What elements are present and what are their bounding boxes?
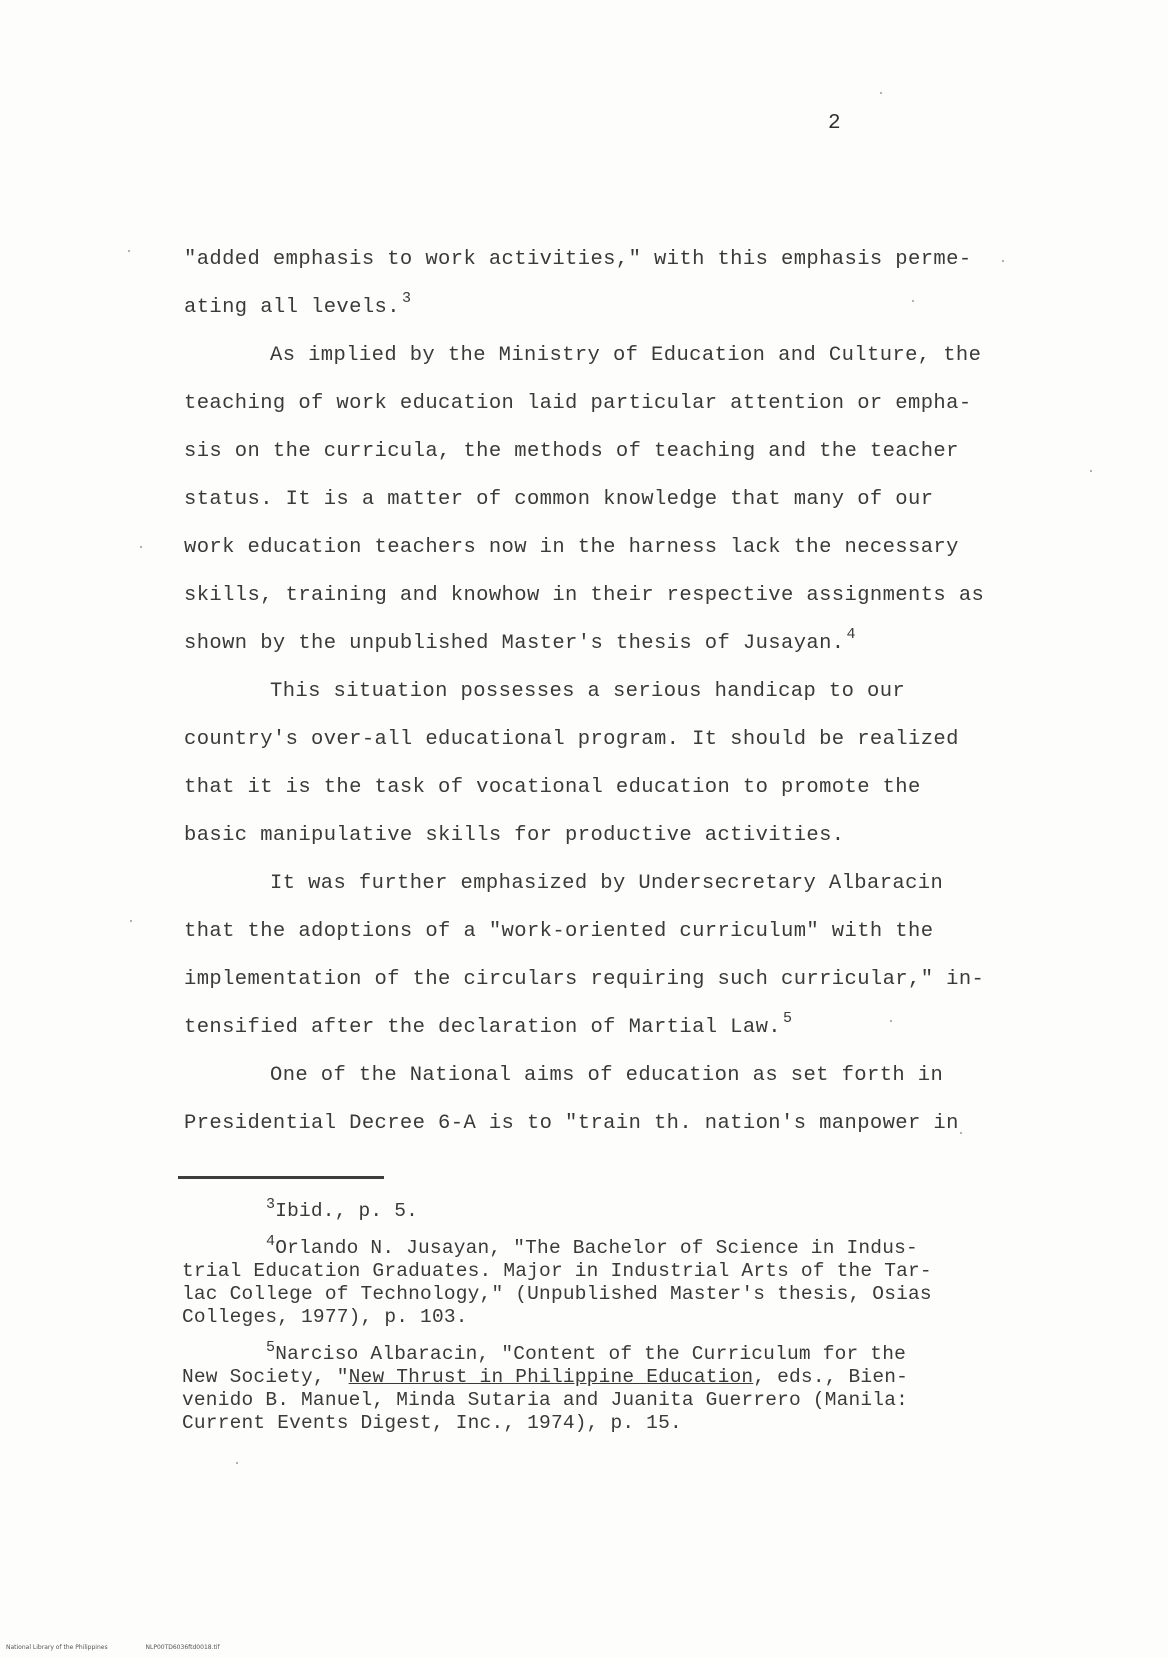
scan-speck <box>960 1132 962 1134</box>
body-line <box>184 572 984 620</box>
body-line <box>184 620 984 668</box>
footnote-text: , eds., Bien- <box>753 1366 909 1388</box>
scan-footer <box>6 1644 256 1651</box>
footnote-reference: 4 <box>846 626 856 643</box>
body-line <box>184 524 984 572</box>
body-line-text: basic manipulative skills for productive activities. <box>184 824 845 847</box>
body-line <box>184 668 984 716</box>
body-line <box>184 476 984 524</box>
scan-speck <box>128 250 130 252</box>
footnote-4 <box>182 1233 1002 1329</box>
body-line-text: ating all levels. <box>184 296 400 319</box>
body-line <box>184 1100 984 1148</box>
body-line <box>184 380 984 428</box>
body-line <box>184 812 984 860</box>
body-line-text: status. It is a matter of common knowledge that many of our <box>184 488 934 511</box>
scan-speck <box>130 920 132 922</box>
footnote-text: Orlando N. Jusayan, "The Bachelor of Science in Indus- <box>275 1237 918 1259</box>
footnote-text: Ibid., p. 5. <box>275 1200 419 1222</box>
body-line-text: skills, training and knowhow in their respective assignments as <box>184 584 985 607</box>
scan-speck <box>1090 470 1092 472</box>
body-line-text: As implied by the Ministry of Education and Culture, the <box>270 344 982 367</box>
footnote-mark: 5 <box>266 1339 276 1356</box>
footnote-text: Colleges, 1977), p. 103. <box>182 1306 468 1328</box>
body-line-text: shown by the unpublished Master's thesis of Jusayan. <box>184 632 845 655</box>
footnote-mark: 4 <box>266 1233 276 1250</box>
footnote-reference: 3 <box>401 290 412 307</box>
body-line-text: This situation possesses a serious handicap to our <box>270 680 906 703</box>
body-line <box>184 428 984 476</box>
body-line-text: that the adoptions of a "work-oriented curriculum" with the <box>184 920 934 943</box>
footnote-mark: 3 <box>266 1196 276 1213</box>
body-line <box>184 908 984 956</box>
body-line <box>184 716 984 764</box>
body-line-text: implementation of the circulars requiring such curricular," in- <box>184 968 985 991</box>
footnote-5 <box>182 1339 1002 1435</box>
body-line <box>184 332 984 380</box>
footnote-separator <box>178 1176 384 1179</box>
body-line-text: It was further emphasized by Undersecretary Albaracin <box>270 872 944 895</box>
scan-speck <box>236 1462 238 1464</box>
body-text <box>184 236 984 1148</box>
body-line-text: teaching of work education laid particular attention or empha- <box>184 392 972 415</box>
body-line-text: tensified after the declaration of Martial Law. <box>184 1016 781 1039</box>
body-line-text: work education teachers now in the harness lack the necessary <box>184 536 959 559</box>
body-line-text: One of the National aims of education as set forth in <box>270 1064 944 1087</box>
scan-speck <box>1002 260 1004 262</box>
scan-file: NLP00TD6036ftd0018.tif <box>145 1644 220 1651</box>
footnote-text: New Society, " <box>182 1366 349 1388</box>
scan-speck <box>912 300 914 302</box>
footnote-text: trial Education Graduates. Major in Industrial Arts of the Tar- <box>182 1260 932 1282</box>
footnote-text: venido B. Manuel, Minda Sutaria and Juanita Guerrero (Manila: <box>182 1389 909 1411</box>
book-title: New Thrust in Philippine Education <box>348 1366 754 1388</box>
footnote-3 <box>182 1196 1002 1223</box>
body-line <box>184 284 984 332</box>
body-line <box>184 956 984 1004</box>
body-line-text: Presidential Decree 6-A is to "train th. nation's manpower in <box>184 1112 959 1135</box>
body-line <box>184 1052 984 1100</box>
body-line <box>184 764 984 812</box>
footnote-text: Current Events Digest, Inc., 1974), p. 15. <box>182 1412 682 1434</box>
page-number: 2 <box>828 112 841 135</box>
scan-speck <box>890 1020 892 1022</box>
body-line-text: country's over-all educational program. It should be realized <box>184 728 959 751</box>
footnote-text: Narciso Albaracin, "Content of the Curriculum for the <box>275 1343 907 1365</box>
body-line-text: that it is the task of vocational education to promote the <box>184 776 921 799</box>
scan-library: National Library of the Philippines <box>6 1644 108 1651</box>
scan-speck <box>880 92 882 94</box>
footnotes <box>182 1196 1002 1449</box>
body-line <box>184 1004 984 1052</box>
footnote-reference: 5 <box>783 1010 793 1027</box>
body-line-text: sis on the curricula, the methods of teaching and the teacher <box>184 440 959 463</box>
body-line <box>184 860 984 908</box>
body-line <box>184 236 984 284</box>
footnote-text: lac College of Technology," (Unpublished Master's thesis, Osias <box>182 1283 932 1305</box>
scan-speck <box>140 546 142 548</box>
body-line-text: "added emphasis to work activities," with this emphasis perme- <box>184 248 972 271</box>
